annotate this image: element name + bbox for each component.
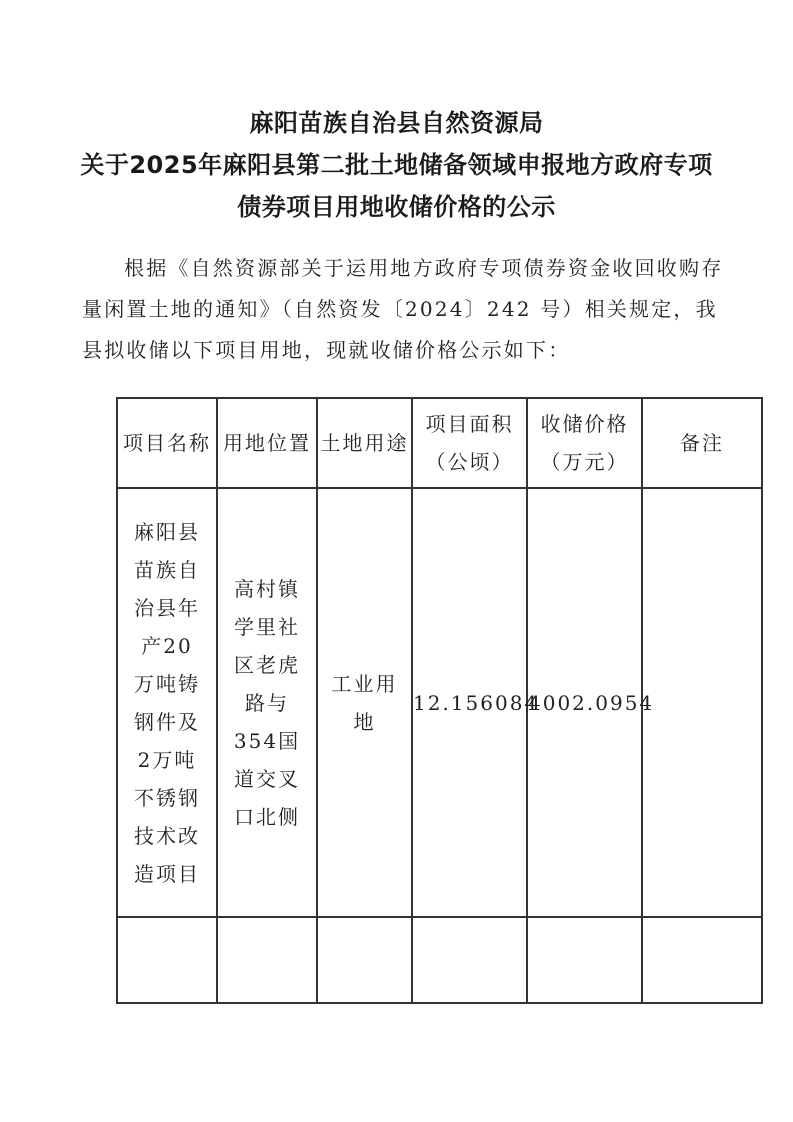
empty-cell: [217, 917, 317, 1003]
empty-cell: [117, 917, 217, 1003]
title-line-3: 债券项目用地收储价格的公示: [237, 193, 556, 221]
header-price: 收储价格（万元）: [527, 398, 642, 488]
intro-text: 根据《自然资源部关于运用地方政府专项债券资金收回收购存量闲置土地的通知》（自然资发〔2024〕242 号）相关规定，我县拟收储以下项目用地，现就收储价格公示如下：: [82, 256, 724, 362]
header-land-use: 土地用途: [317, 398, 412, 488]
title-line-2: 关于2025年麻阳县第二批土地储备领域申报地方政府专项: [80, 151, 713, 179]
header-area: 项目面积（公顷）: [412, 398, 527, 488]
empty-cell: [412, 917, 527, 1003]
intro-paragraph: [82, 248, 727, 371]
table-row: [117, 488, 762, 917]
header-location: 用地位置: [217, 398, 317, 488]
cell-land-use: 工业用地: [317, 488, 412, 917]
cell-project-name: 麻阳县苗族自治县年产20万吨铸钢件及2万吨不锈钢技术改造项目: [117, 488, 217, 917]
header-project-name: 项目名称: [117, 398, 217, 488]
table-row-empty: [117, 917, 762, 1003]
cell-location: 高村镇学里社区老虎路与354国道交叉口北侧: [217, 488, 317, 917]
land-table: [116, 397, 763, 1004]
cell-area: 12.156084: [412, 488, 527, 917]
cell-price: 4002.0954: [527, 488, 642, 917]
empty-cell: [642, 917, 762, 1003]
cell-remark: [642, 488, 762, 917]
header-remark: 备注: [642, 398, 762, 488]
empty-cell: [317, 917, 412, 1003]
empty-cell: [527, 917, 642, 1003]
title-line-1: 麻阳苗族自治县自然资源局: [249, 109, 544, 137]
table-header-row: [117, 398, 762, 488]
